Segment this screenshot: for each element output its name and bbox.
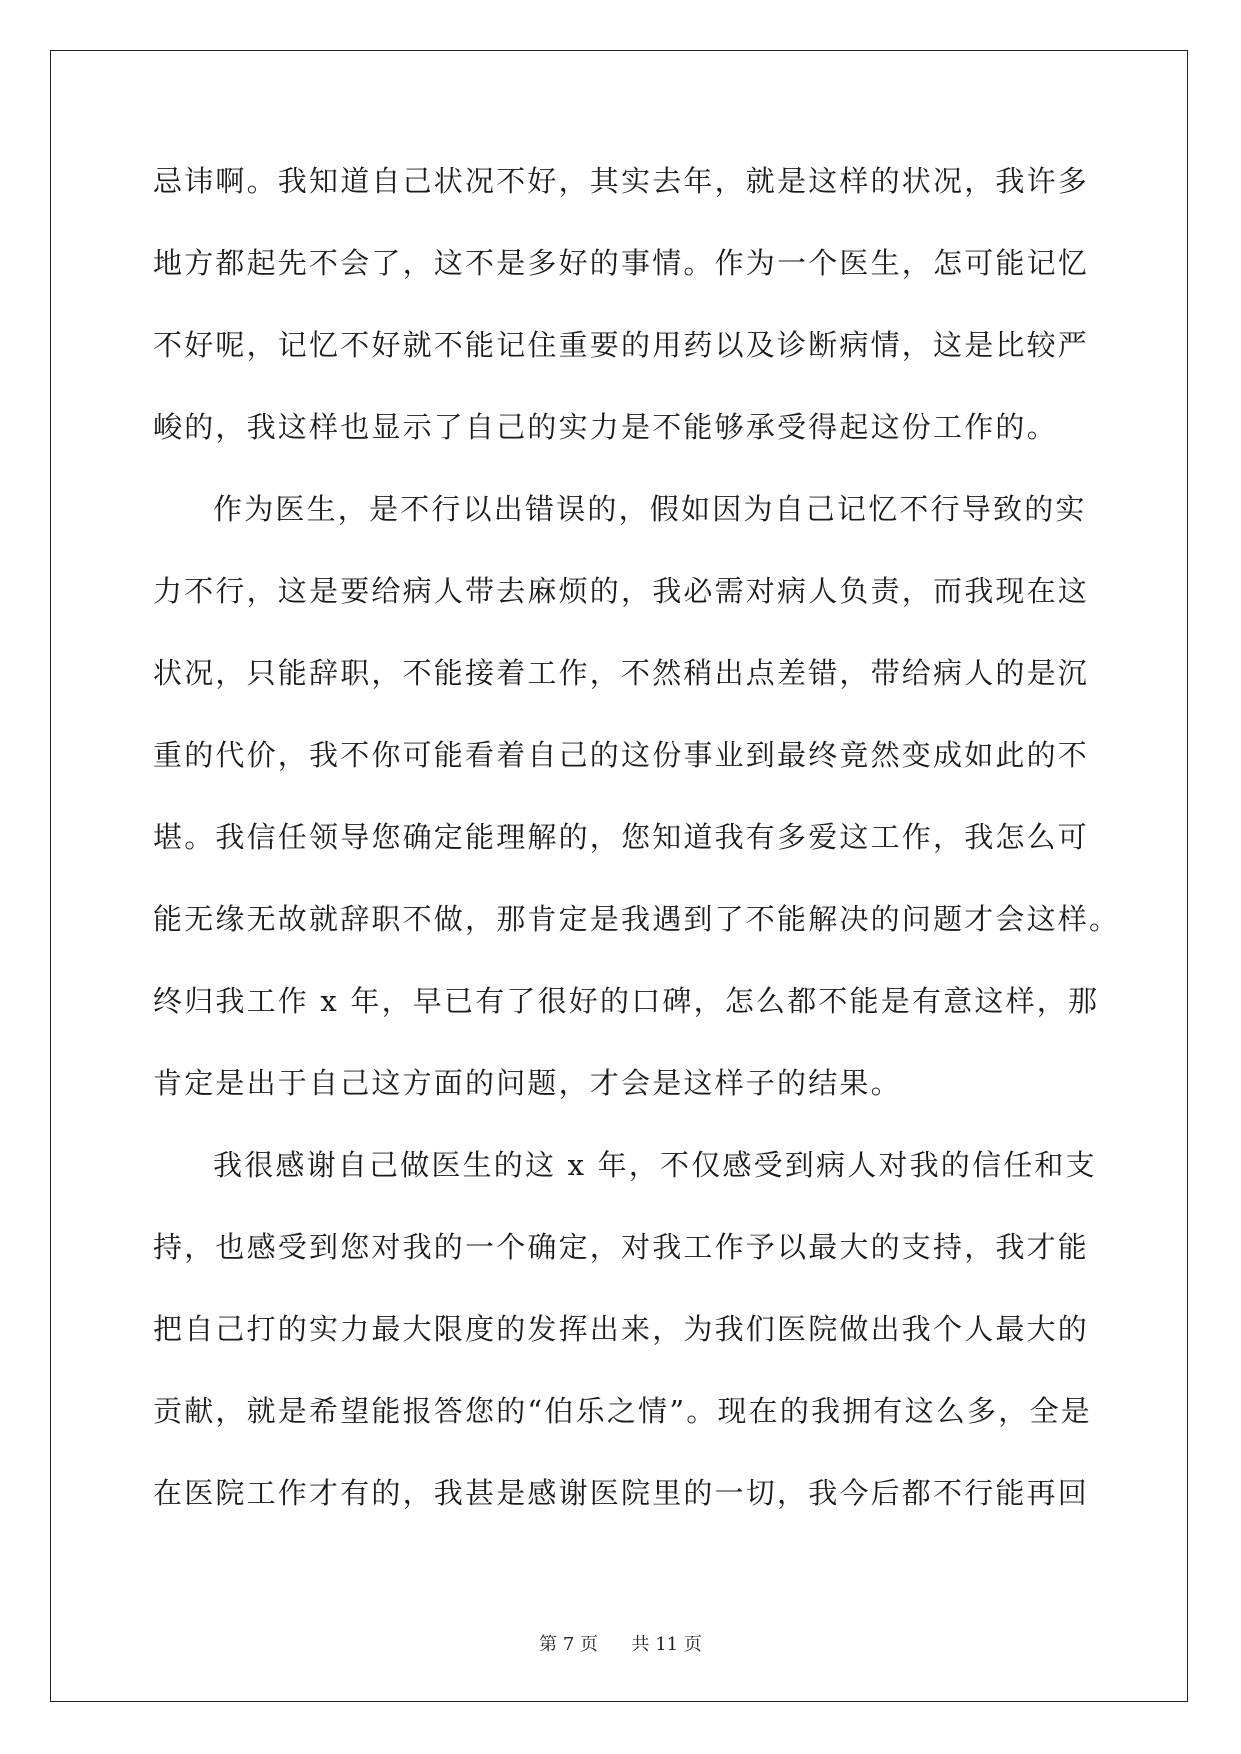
- page-number-current: 第 7 页: [539, 1634, 599, 1655]
- text-line: 地方都起先不会了，这不是多好的事情。作为一个医生，怎可能记忆: [153, 246, 1090, 280]
- text-line: 把自己打的实力最大限度的发挥出来，为我们医院做出我个人最大的: [153, 1312, 1090, 1346]
- page-footer: [0, 1630, 1241, 1656]
- page-number-total: 共 11 页: [631, 1634, 702, 1655]
- text-line: 力不行，这是要给病人带去麻烦的，我必需对病人负责，而我现在这: [153, 574, 1090, 608]
- text-line: 状况，只能辞职，不能接着工作，不然稍出点差错，带给病人的是沉: [153, 656, 1090, 690]
- text-line: 持，也感受到您对我的一个确定，对我工作予以最大的支持，我才能: [153, 1230, 1090, 1264]
- text-line: 峻的，我这样也显示了自己的实力是不能够承受得起这份工作的。: [153, 410, 1058, 444]
- text-line: 作为医生，是不行以出错误的，假如因为自己记忆不行导致的实: [213, 492, 1087, 526]
- text-line: 堪。我信任领导您确定能理解的，您知道我有多爱这工作，我怎么可: [153, 820, 1090, 854]
- text-line: 重的代价，我不你可能看着自己的这份事业到最终竟然变成如此的不: [153, 738, 1090, 772]
- text-line: 终归我工作 x 年，早已有了很好的口碑，怎么都不能是有意这样，那: [153, 984, 1100, 1018]
- text-line: 肯定是出于自己这方面的问题，才会是这样子的结果。: [153, 1066, 902, 1100]
- text-line: 在医院工作才有的，我甚是感谢医院里的一切，我今后都不行能再回: [153, 1476, 1090, 1510]
- text-line: 贡献，就是希望能报答您的“伯乐之情”。现在的我拥有这么多，全是: [153, 1394, 1092, 1428]
- document-body: [153, 150, 1121, 1544]
- text-line: 忌讳啊。我知道自己状况不好，其实去年，就是这样的状况，我许多: [153, 164, 1090, 198]
- text-line: 不好呢，记忆不好就不能记住重要的用药以及诊断病情，这是比较严: [153, 328, 1090, 362]
- text-line: 能无缘无故就辞职不做，那肯定是我遇到了不能解决的问题才会这样。: [153, 902, 1121, 936]
- text-line: 我很感谢自己做医生的这 x 年，不仅感受到病人对我的信任和支: [213, 1148, 1097, 1182]
